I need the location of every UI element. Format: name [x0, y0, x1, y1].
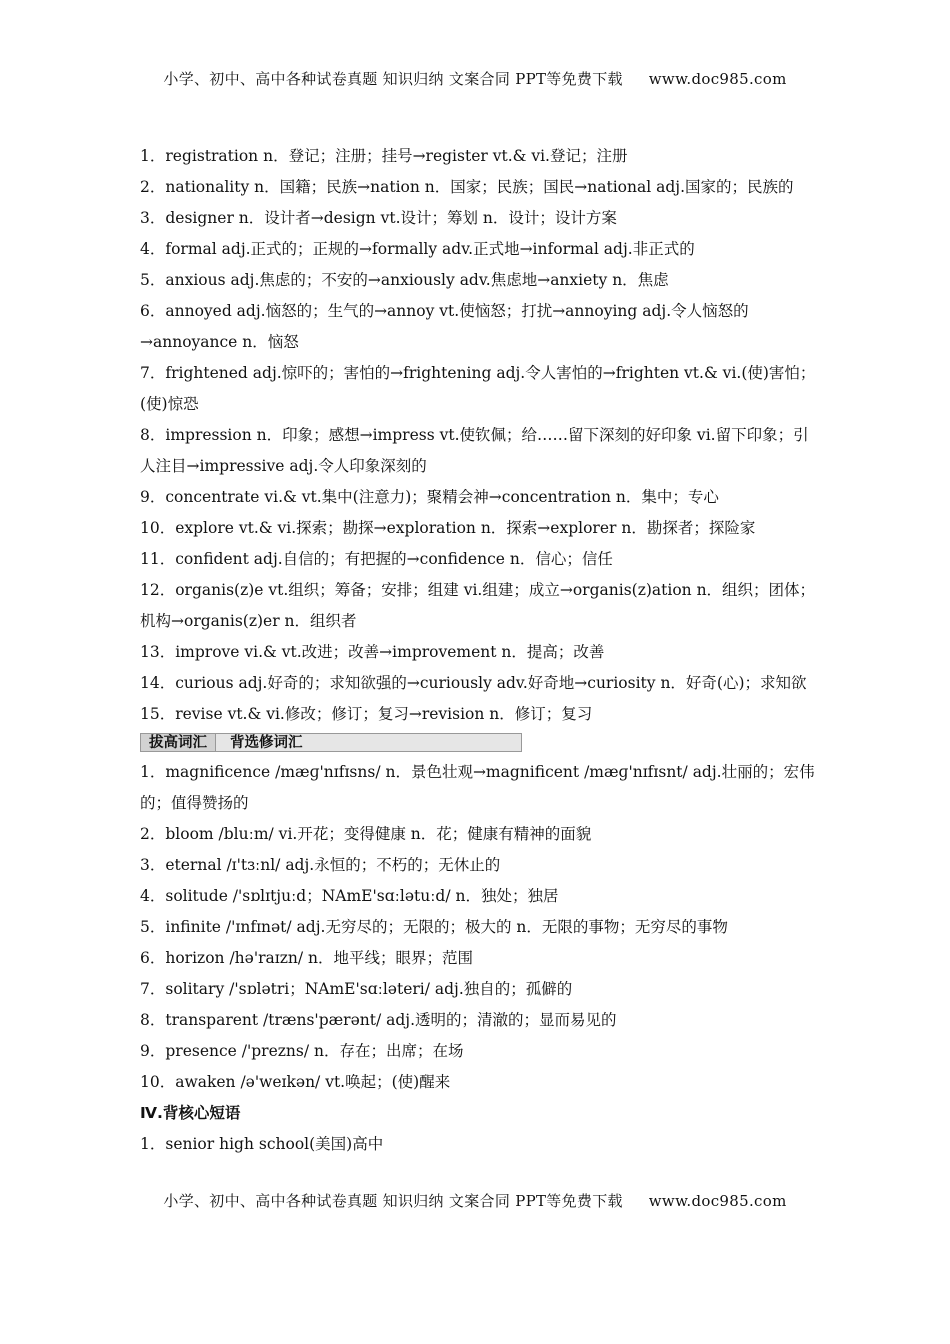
- section-banner: [140, 733, 522, 752]
- vocab-item: 3．designer n．设计者→design vt.设计；筹划 n．设计；设计方案: [140, 209, 617, 227]
- header-text: 小学、初中、高中各种试卷真题 知识归纳 文案合同 PPT等免费下载: [163, 70, 623, 88]
- advanced-item: 4．solitude /'sɒlɪtjuːd；NAmE'sɑːlətuːd/ n．独处；独居: [140, 887, 559, 905]
- vocab-item: 9．concentrate vi.& vt.集中(注意力)；聚精会神→concentration n．集中；专心: [140, 488, 719, 506]
- advanced-item: 5．infinite /'ɪnfɪnət/ adj.无穷尽的；无限的；极大的 n．无限的事物；无穷尽的事物: [140, 918, 728, 936]
- vocab-item: 8．impression n．印象；感想→impress vt.使钦佩；给……留下深刻的好印象 vi.留下印象；引人注目→impressive adj.令人印象深刻的: [140, 426, 809, 475]
- advanced-item: 2．bloom /bluːm/ vi.开花；变得健康 n．花；健康有精神的面貌: [140, 825, 592, 843]
- advanced-item: 9．presence /'prezns/ n．存在；出席；在场: [140, 1042, 464, 1060]
- vocab-item: 5．anxious adj.焦虑的；不安的→anxiously adv.焦虑地→anxiety n．焦虑: [140, 271, 669, 289]
- advanced-item: 6．horizon /hə'raɪzn/ n．地平线；眼界；范围: [140, 949, 473, 967]
- header-site-link[interactable]: www.doc985.com: [648, 70, 787, 88]
- vocab-item: 14．curious adj.好奇的；求知欲强的→curiously adv.好奇地→curiosity n．好奇(心)；求知欲: [140, 674, 807, 692]
- advanced-item: 1．magnificence /mæɡ'nɪfɪsns/ n．景色壮观→magnificent /mæɡ'nɪfɪsnt/ adj.壮丽的；宏伟的；值得赞扬的: [140, 763, 815, 812]
- banner-label-advanced: 拔高词汇: [141, 734, 216, 751]
- vocab-item: 6．annoyed adj.恼怒的；生气的→annoy vt.使恼怒；打扰→annoying adj.令人恼怒的→annoyance n．恼怒: [140, 302, 749, 351]
- footer-text: 小学、初中、高中各种试卷真题 知识归纳 文案合同 PPT等免费下载: [163, 1192, 623, 1210]
- footer-site-link[interactable]: www.doc985.com: [648, 1192, 787, 1210]
- document-content: [140, 141, 820, 1160]
- advanced-item: 7．solitary /'sɒlətri；NAmE'sɑːləteri/ adj.独自的；孤僻的: [140, 980, 573, 998]
- section-heading-phrases: Ⅳ.背核心短语: [140, 1104, 241, 1122]
- advanced-item: 8．transparent /træns'pærənt/ adj.透明的；清澈的；显而易见的: [140, 1011, 617, 1029]
- vocab-item: 1．registration n．登记；注册；挂号→register vt.& vi.登记；注册: [140, 147, 628, 165]
- core-vocab-list: [140, 141, 820, 730]
- vocab-item: 15．revise vt.& vi.修改；修订；复习→revision n．修订；复习: [140, 705, 593, 723]
- advanced-item: 3．eternal /ɪ'tɜːnl/ adj.永恒的；不朽的；无休止的: [140, 856, 501, 874]
- advanced-vocab-list: [140, 757, 820, 1098]
- page-header: [0, 68, 950, 89]
- phrase-item: 1．senior high school(美国)高中: [140, 1135, 384, 1153]
- banner-label-elective: 背选修词汇: [230, 734, 303, 751]
- vocab-item: 13．improve vi.& vt.改进；改善→improvement n．提高；改善: [140, 643, 605, 661]
- vocab-item: 10．explore vt.& vi.探索；勘探→exploration n．探索→explorer n．勘探者；探险家: [140, 519, 756, 537]
- vocab-item: 2．nationality n．国籍；民族→nation n．国家；民族；国民→national adj.国家的；民族的: [140, 178, 794, 196]
- page-footer: [0, 1190, 950, 1211]
- advanced-item: 10．awaken /ə'weɪkən/ vt.唤起；(使)醒来: [140, 1073, 451, 1091]
- vocab-item: 4．formal adj.正式的；正规的→formally adv.正式地→informal adj.非正式的: [140, 240, 695, 258]
- vocab-item: 12．organis(z)e vt.组织；筹备；安排；组建 vi.组建；成立→organis(z)ation n．组织；团体；机构→organis(z)er n．组织者: [140, 581, 816, 630]
- vocab-item: 7．frightened adj.惊吓的；害怕的→frightening adj.令人害怕的→frighten vt.& vi.(使)害怕；(使)惊恐: [140, 364, 816, 413]
- vocab-item: 11．confident adj.自信的；有把握的→confidence n．信心；信任: [140, 550, 613, 568]
